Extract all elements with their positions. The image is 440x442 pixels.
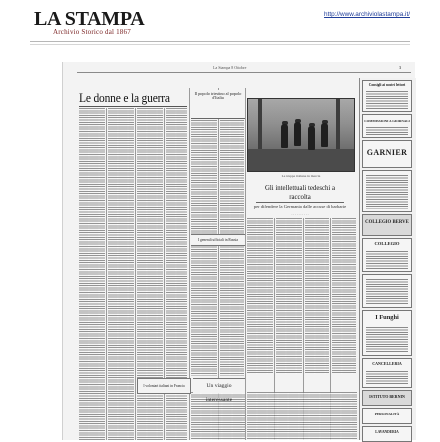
ad-cancelleria: CANCELLERIA <box>362 358 412 388</box>
headline-officials-russia: I generali ufficiali in Russia <box>191 234 245 246</box>
ad-small <box>362 274 412 308</box>
headline-journey: Un viaggio interessante <box>193 378 245 393</box>
ad-collegio-berve: COLLEGIO BERVE <box>362 214 412 236</box>
archive-logo: LA STAMPA <box>34 8 145 30</box>
text-column <box>305 218 329 374</box>
masthead-rule <box>77 72 411 73</box>
newspaper-masthead-text: La Stampa 8 Ottobre <box>213 65 247 70</box>
text-column <box>108 108 134 440</box>
ad-commissioni: COMMISSIONI A GIORNALI <box>362 114 412 138</box>
column-gutter <box>106 108 107 440</box>
ad-istituto: ISTITUTO BERNIN <box>362 390 412 406</box>
header-rule <box>30 41 410 42</box>
ad-personalita: PERSONALITÀ <box>362 408 412 424</box>
text-column <box>191 120 217 376</box>
text-column <box>247 218 273 374</box>
newspaper-page-scan <box>62 62 415 440</box>
headline-intellectuals: Gli intellettuali tedeschi a raccolta per difendere la Germania dalle accuse di barbarie . . . . . . . . . . <box>246 184 354 214</box>
text-column <box>276 218 302 374</box>
text-column <box>247 392 357 440</box>
ad-notice: Consigli ai nostri lettori <box>362 80 412 112</box>
ad-collegio: COLLEGIO <box>362 238 412 272</box>
text-column <box>79 108 105 440</box>
archive-link[interactable]: http://www.archiviolastampa.it/ <box>324 11 410 18</box>
column-gutter <box>135 108 136 440</box>
ad-misc <box>362 170 412 212</box>
archive-brand <box>34 9 144 36</box>
column-gutter <box>245 88 246 440</box>
ad-garnier: GARNIER <box>362 140 412 168</box>
news-photo-soldiers <box>247 98 355 172</box>
advertisements-column <box>359 78 416 440</box>
header-rule-secondary <box>30 44 410 45</box>
headline-women-and-war: Le donne e la guerra <box>79 90 187 107</box>
ad-funghi: I Funghi <box>362 310 412 356</box>
ad-lavanderia: LAVANDERIA <box>362 426 412 442</box>
text-column <box>220 120 244 376</box>
headline-volunteers: I volontari italiani in Francia <box>137 378 191 394</box>
photo-caption: Le truppe italiane in marcia <box>251 172 351 180</box>
text-column <box>332 218 356 374</box>
newspaper-page-number: 3 <box>399 65 401 70</box>
headline-trieste: Il popolo triestino al popolo d'Italia <box>191 90 245 119</box>
archive-subtitle: Archivio Storico dal 1867 <box>53 28 131 36</box>
